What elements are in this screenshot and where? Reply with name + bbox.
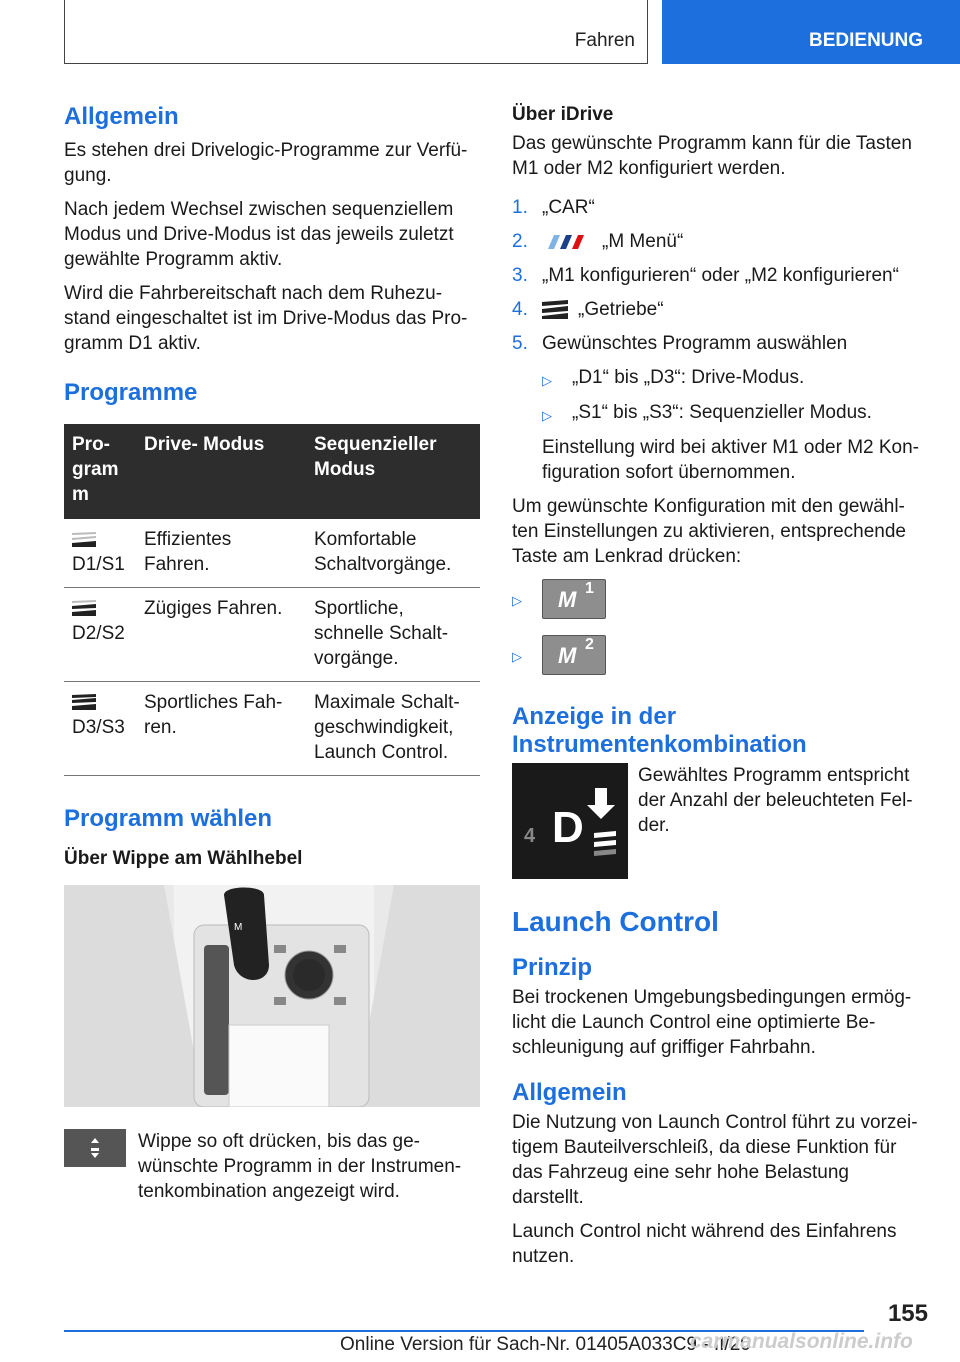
step-number: 4. <box>512 299 528 320</box>
anzeige-heading: Anzeige in der Instrumentenkombination <box>512 703 807 758</box>
section-tab[interactable]: BEDIENUNG <box>662 0 960 64</box>
gearbox-icon <box>542 300 568 320</box>
step-text: Gewünschtes Programm auswählen <box>542 333 848 354</box>
cluster-display-number: 4 <box>524 825 536 847</box>
table-row <box>64 588 480 682</box>
idrive-text: Das gewünschte Programm kann für die Tasten M1 oder M2 konfiguriert werden. <box>512 133 912 179</box>
konfig-text: Um gewünschte Konfiguration mit den gewähl-ten Einstellungen zu aktivieren, entsprechende Taste am Lenkrad drücken: <box>512 496 906 567</box>
seq-cell: Sportliche, schnelle Schalt-vorgänge. <box>306 588 480 682</box>
allgemein2-heading: Allgemein <box>512 1079 627 1106</box>
anzeige-text: Gewähltes Programm entspricht der Anzahl der beleuchteten Fel-der. <box>638 765 913 836</box>
chapter-label: Fahren <box>574 30 635 51</box>
shift-paddle-icon <box>64 1129 126 1167</box>
m1-button-icon: M 1 <box>542 579 606 619</box>
step-text: „M Menü“ <box>602 231 684 252</box>
col-header-seq: Sequenzieller Modus <box>306 424 480 519</box>
prinzip-heading: Prinzip <box>512 954 593 981</box>
programm-waehlen-heading: Programm wählen <box>64 805 273 832</box>
step-item <box>512 229 926 254</box>
watermark: carmanualsonline.info <box>690 1330 913 1353</box>
triangle-bullet-icon: ▷ <box>542 373 552 388</box>
step-text: „M1 konfigurieren“ oder „M2 konfigurieren“ <box>542 265 899 286</box>
program-label: D2/S2 <box>72 623 125 644</box>
sub-note: Einstellung wird bei aktiver M1 oder M2 Kon-figuration sofort übernommen. <box>542 437 920 483</box>
m-menu-icon <box>542 233 592 251</box>
step-item <box>512 297 926 322</box>
step-text: „Getriebe“ <box>578 299 664 320</box>
program-one-bar-icon <box>72 531 96 549</box>
program-label: D1/S1 <box>72 554 125 575</box>
step-number: 5. <box>512 333 528 354</box>
col-header-program: Pro-gram m <box>64 424 136 519</box>
programme-heading: Programme <box>64 379 198 406</box>
cluster-display-image <box>512 763 628 879</box>
step-text: „CAR“ <box>542 197 595 218</box>
program-two-bars-icon <box>72 600 96 618</box>
paragraph: Wird die Fahrbereitschaft nach dem Ruhezu-stand eingeschaltet ist im Drive-Modus das Pro-gramm D1 aktiv. <box>64 283 468 354</box>
allgemein-heading: Allgemein <box>64 103 179 130</box>
triangle-bullet-icon: ▷ <box>512 648 522 664</box>
cluster-display-gear: D <box>552 803 584 852</box>
m2-button-row <box>512 635 926 675</box>
table-header-row <box>64 424 480 519</box>
seq-cell: Maximale Schalt-geschwindigkeit, Launch Control. <box>306 682 480 776</box>
step-number: 1. <box>512 197 528 218</box>
page-number: 155 <box>887 1300 928 1327</box>
sublist-item: ▷ „D1“ bis „D3“: Drive-Modus. <box>542 365 926 393</box>
paragraph: Launch Control nicht während des Einfahrens nutzen. <box>512 1221 897 1267</box>
table-row <box>64 519 480 588</box>
programme-table <box>64 424 480 776</box>
header-chapter-box <box>64 0 648 64</box>
program-three-bars-icon <box>72 694 96 712</box>
wippe-text: Wippe so oft drücken, bis das ge-wünschte Programm in der Instrumen-tenkombination angezeigt wird. <box>138 1131 462 1202</box>
prinzip-text: Bei trockenen Umgebungsbedingungen ermög-licht die Launch Control eine optimierte Be-schleunigung auf griffiger Fahrbahn. <box>512 987 912 1058</box>
drive-cell: Effizientes Fahren. <box>136 519 306 588</box>
drive-cell: Sportliches Fah-ren. <box>136 682 306 776</box>
step-item <box>512 331 926 356</box>
step-number: 2. <box>512 231 528 252</box>
svg-text:M: M <box>234 922 243 933</box>
m2-button-icon: M 2 <box>542 635 606 675</box>
triangle-bullet-icon: ▷ <box>512 592 522 608</box>
anzeige-block <box>512 763 926 879</box>
step-number: 3. <box>512 265 528 286</box>
step-item <box>512 195 926 220</box>
seq-cell: Komfortable Schaltvorgänge. <box>306 519 480 588</box>
gear-bars-icon <box>512 763 628 879</box>
paragraph: Die Nutzung von Launch Control führt zu vorzei-tigem Bauteilverschleiß, da diese Funktion für das Fahrzeug eine sehr hohe Belastung darstellt. <box>512 1112 918 1208</box>
idrive-heading: Über iDrive <box>512 104 614 125</box>
wippe-heading: Über Wippe am Wählhebel <box>64 848 303 869</box>
program-sublist <box>542 365 926 428</box>
paragraph: Es stehen drei Drivelogic-Programme zur Verfü-gung. <box>64 140 468 186</box>
launch-control-heading: Launch Control <box>512 906 719 937</box>
step-item <box>512 263 926 288</box>
gear-selector-photo <box>64 885 480 1107</box>
col-header-drive: Drive- Modus <box>136 424 306 519</box>
right-column <box>512 102 926 1278</box>
m1-button-row <box>512 579 926 619</box>
program-label: D3/S3 <box>72 717 125 738</box>
idrive-steps <box>512 195 926 356</box>
table-row <box>64 682 480 776</box>
drive-cell: Zügiges Fahren. <box>136 588 306 682</box>
wippe-instruction <box>64 1129 480 1213</box>
paragraph: Nach jedem Wechsel zwischen sequenziellem Modus und Drive-Modus ist das jeweils zuletzt gewählte Programm aktiv. <box>64 199 454 270</box>
sublist-item: ▷ „S1“ bis „S3“: Sequenzieller Modus. <box>542 400 926 428</box>
footer-text: Online Version für Sach-Nr. 01405A033C9 - II/20 <box>340 1334 751 1355</box>
left-column <box>64 102 480 1213</box>
triangle-bullet-icon: ▷ <box>542 408 552 423</box>
